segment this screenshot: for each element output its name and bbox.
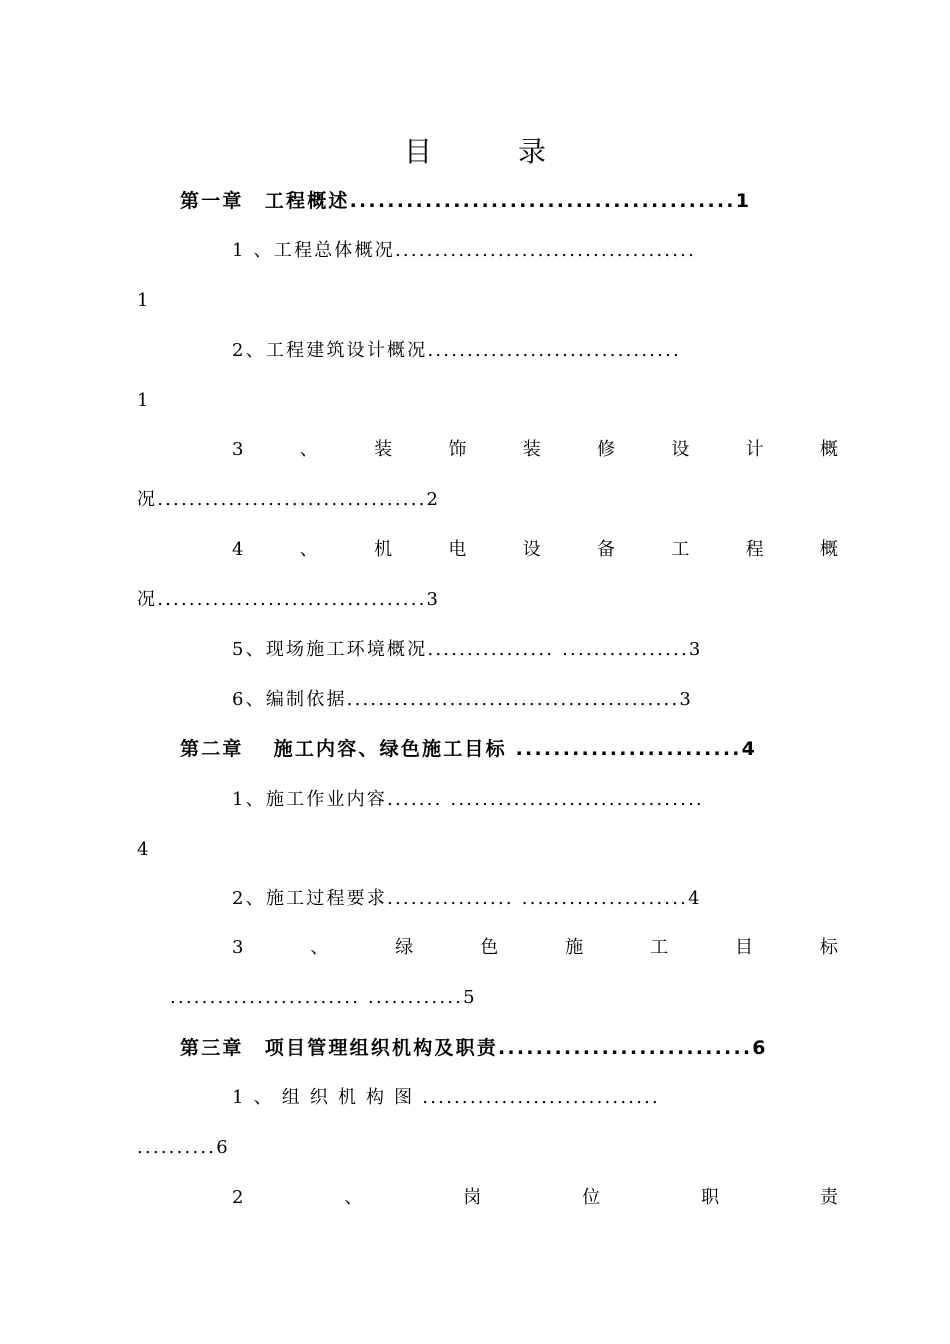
toc-char: 3 bbox=[232, 439, 244, 460]
toc-entry-1-6[interactable]: 6、编制依据..........................................3 bbox=[232, 689, 694, 710]
toc-char: 、 bbox=[299, 439, 318, 460]
toc-chapter-2[interactable]: 第二章 施工内容、绿色施工目标 ........................4 bbox=[180, 738, 758, 760]
toc-char: 电 bbox=[448, 539, 467, 560]
toc-char: 修 bbox=[597, 439, 616, 460]
toc-char: 3 bbox=[232, 937, 244, 958]
toc-char: 概 bbox=[819, 539, 838, 560]
toc-entry-3-1-page: ..........6 bbox=[137, 1137, 230, 1158]
toc-char: 工 bbox=[650, 937, 669, 958]
toc-char: 、 bbox=[299, 539, 318, 560]
toc-entry-2-1[interactable]: 1、施工作业内容....... ................................ bbox=[232, 789, 704, 810]
title-char-2: 录 bbox=[518, 135, 547, 168]
toc-char: 职 bbox=[701, 1187, 720, 1208]
toc-char: 装 bbox=[522, 439, 541, 460]
toc-entry-2-1-page: 4 bbox=[137, 839, 149, 860]
toc-char: 绿 bbox=[395, 937, 414, 958]
toc-char: 计 bbox=[745, 439, 764, 460]
toc-char: 概 bbox=[819, 439, 838, 460]
toc-chapter-1[interactable]: 第一章 工程概述.........................................1 bbox=[180, 190, 752, 212]
toc-char: 设 bbox=[671, 439, 690, 460]
toc-char: 程 bbox=[745, 539, 764, 560]
toc-entry-3-2[interactable] bbox=[232, 1186, 838, 1210]
toc-char: 备 bbox=[597, 539, 616, 560]
toc-chapter-3[interactable]: 第三章 项目管理组织机构及职责...........................6 bbox=[180, 1037, 768, 1059]
toc-char: 、 bbox=[310, 937, 329, 958]
toc-entry-2-3-page: ........................ ............5 bbox=[170, 987, 477, 1008]
toc-char: 机 bbox=[374, 539, 393, 560]
toc-char: 工 bbox=[671, 539, 690, 560]
toc-char: 标 bbox=[819, 937, 838, 958]
toc-entry-1-1[interactable]: 1 、工程总体概况...................................... bbox=[232, 240, 696, 261]
toc-char: 饰 bbox=[448, 439, 467, 460]
toc-char: 设 bbox=[522, 539, 541, 560]
toc-entry-2-3[interactable] bbox=[232, 936, 838, 960]
toc-char: 目 bbox=[734, 937, 753, 958]
toc-entry-1-2[interactable]: 2、工程建筑设计概况................................ bbox=[232, 340, 681, 361]
toc-char: 施 bbox=[565, 937, 584, 958]
toc-char: 4 bbox=[232, 539, 244, 560]
toc-char: 装 bbox=[374, 439, 393, 460]
toc-entry-1-2-page: 1 bbox=[137, 390, 149, 411]
toc-char: 责 bbox=[819, 1187, 838, 1208]
toc-char: 位 bbox=[582, 1187, 601, 1208]
title-char-1: 目 bbox=[403, 135, 432, 168]
toc-entry-1-4[interactable] bbox=[232, 538, 838, 562]
toc-char: 2 bbox=[232, 1187, 244, 1208]
toc-entry-1-1-page: 1 bbox=[137, 290, 149, 311]
toc-char: 岗 bbox=[463, 1187, 482, 1208]
toc-char: 、 bbox=[344, 1187, 363, 1208]
toc-entry-2-2[interactable]: 2、施工过程要求................ .....................4 bbox=[232, 888, 702, 909]
page-title bbox=[0, 134, 950, 170]
toc-entry-1-5[interactable]: 5、现场施工环境概况................ ................3 bbox=[232, 639, 703, 660]
toc-entry-1-3-page: 况..................................2 bbox=[137, 489, 441, 510]
toc-entry-1-3[interactable] bbox=[232, 438, 838, 462]
toc-entry-1-4-page: 况..................................3 bbox=[137, 589, 441, 610]
toc-entry-3-1[interactable]: 1 、 组 织 机 构 图 .............................. bbox=[232, 1087, 660, 1108]
toc-char: 色 bbox=[480, 937, 499, 958]
